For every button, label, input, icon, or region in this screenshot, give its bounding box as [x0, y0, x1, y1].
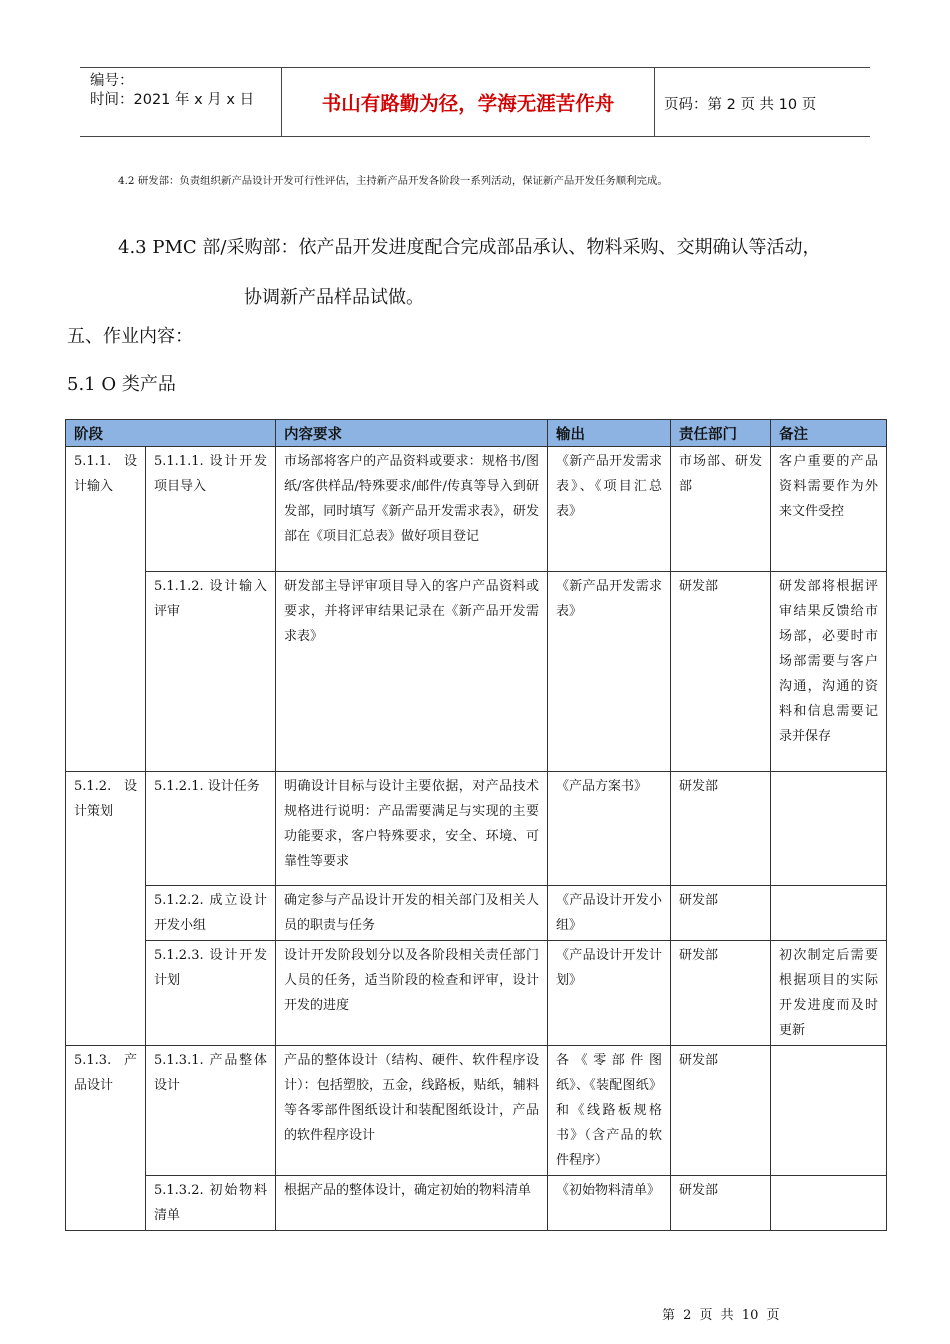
header-stage: 阶段	[66, 420, 276, 447]
content-cell: 确定参与产品设计开发的相关部门及相关人员的职责与任务	[276, 886, 548, 941]
substage-cell: 5.1.1.1. 设计开发项目导入	[146, 447, 276, 572]
output-cell: 《新产品开发需求表》、《项目汇总表》	[548, 447, 671, 572]
substage-cell: 5.1.1.2. 设计输入评审	[146, 572, 276, 772]
table-row	[66, 572, 887, 772]
page-header	[80, 67, 870, 137]
content-cell: 市场部将客户的产品资料或要求：规格书/图纸/客供样品/特殊要求/邮件/传真等导入到研发部，同时填写《新产品开发需求表》，研发部在《项目汇总表》做好项目登记	[276, 447, 548, 572]
table-row	[66, 1046, 887, 1176]
header-dept: 责任部门	[671, 420, 771, 447]
stage-cell: 5.1.3. 产品设计	[66, 1046, 146, 1231]
header-page-number: 页码：第 2 页 共 10 页	[664, 97, 817, 113]
remark-cell	[771, 886, 887, 941]
section-5-heading: 五、作业内容：	[67, 326, 193, 347]
table-row	[66, 886, 887, 941]
substage-cell: 5.1.2.1. 设计任务	[146, 772, 276, 886]
remark-cell: 客户重要的产品资料需要作为外来文件受控	[771, 447, 887, 572]
substage-cell: 5.1.2.3. 设计开发计划	[146, 941, 276, 1046]
dept-cell: 市场部、研发部	[671, 447, 771, 572]
dept-cell: 研发部	[671, 772, 771, 886]
output-cell: 《产品设计开发计划》	[548, 941, 671, 1046]
dept-cell: 研发部	[671, 1046, 771, 1176]
table-row	[66, 941, 887, 1046]
work-content-table	[65, 419, 887, 1231]
paragraph-4-2: 4.2 研发部：负责组织新产品设计开发可行性评估，主持新产品开发各阶段一系列活动，保证新产品开发任务顺利完成。	[118, 175, 668, 187]
header-remark: 备注	[771, 420, 887, 447]
table-header-row	[66, 420, 887, 447]
dept-cell: 研发部	[671, 1176, 771, 1231]
header-motto: 书山有路勤为径，学海无涯苦作舟	[281, 68, 655, 136]
substage-cell: 5.1.3.2. 初始物料清单	[146, 1176, 276, 1231]
header-content: 内容要求	[276, 420, 548, 447]
remark-cell	[771, 1046, 887, 1176]
output-cell: 《新产品开发需求表》	[548, 572, 671, 772]
table-row	[66, 447, 887, 572]
substage-cell: 5.1.2.2. 成立设计开发小组	[146, 886, 276, 941]
remark-cell	[771, 1176, 887, 1231]
substage-cell: 5.1.3.1. 产品整体设计	[146, 1046, 276, 1176]
header-number: 编号：	[90, 73, 134, 89]
content-cell: 根据产品的整体设计，确定初始的物料清单	[276, 1176, 548, 1231]
page-footer: 第 2 页 共 10 页	[662, 1308, 780, 1323]
content-cell: 明确设计目标与设计主要依据，对产品技术规格进行说明：产品需要满足与实现的主要功能要求，客户特殊要求，安全、环境、可靠性等要求	[276, 772, 548, 886]
header-time: 时间：2021 年 x 月 x 日	[90, 92, 255, 108]
remark-cell: 初次制定后需要根据项目的实际开发进度而及时更新	[771, 941, 887, 1046]
dept-cell: 研发部	[671, 886, 771, 941]
output-cell: 各《零部件图纸》、《装配图纸》和《线路板规格书》（含产品的软件程序）	[548, 1046, 671, 1176]
content-cell: 研发部主导评审项目导入的客户产品资料或要求，并将评审结果记录在《新产品开发需求表》	[276, 572, 548, 772]
section-5-1-heading: 5.1 O 类产品	[67, 374, 176, 395]
output-cell: 《产品设计开发小组》	[548, 886, 671, 941]
paragraph-4-3-line2: 协调新产品样品试做。	[244, 287, 424, 308]
paragraph-4-3-line1: 4.3 PMC 部/采购部：依产品开发进度配合完成部品承认、物料采购、交期确认等活动，	[118, 237, 821, 258]
stage-cell: 5.1.1. 设计输入	[66, 447, 146, 772]
remark-cell	[771, 772, 887, 886]
dept-cell: 研发部	[671, 941, 771, 1046]
content-cell: 产品的整体设计（结构、硬件、软件程序设计）：包括塑胶，五金，线路板，贴纸，辅料等各零部件图纸设计和装配图纸设计，产品的软件程序设计	[276, 1046, 548, 1176]
remark-cell: 研发部将根据评审结果反馈给市场部，必要时市场部需要与客户沟通，沟通的资料和信息需要记录并保存	[771, 572, 887, 772]
dept-cell: 研发部	[671, 572, 771, 772]
stage-cell: 5.1.2. 设计策划	[66, 772, 146, 1046]
output-cell: 《初始物料清单》	[548, 1176, 671, 1231]
content-cell: 设计开发阶段划分以及各阶段相关责任部门人员的任务，适当阶段的检查和评审，设计开发的进度	[276, 941, 548, 1046]
header-meta	[90, 72, 254, 110]
table-row	[66, 772, 887, 886]
header-output: 输出	[548, 420, 671, 447]
table-row	[66, 1176, 887, 1231]
output-cell: 《产品方案书》	[548, 772, 671, 886]
